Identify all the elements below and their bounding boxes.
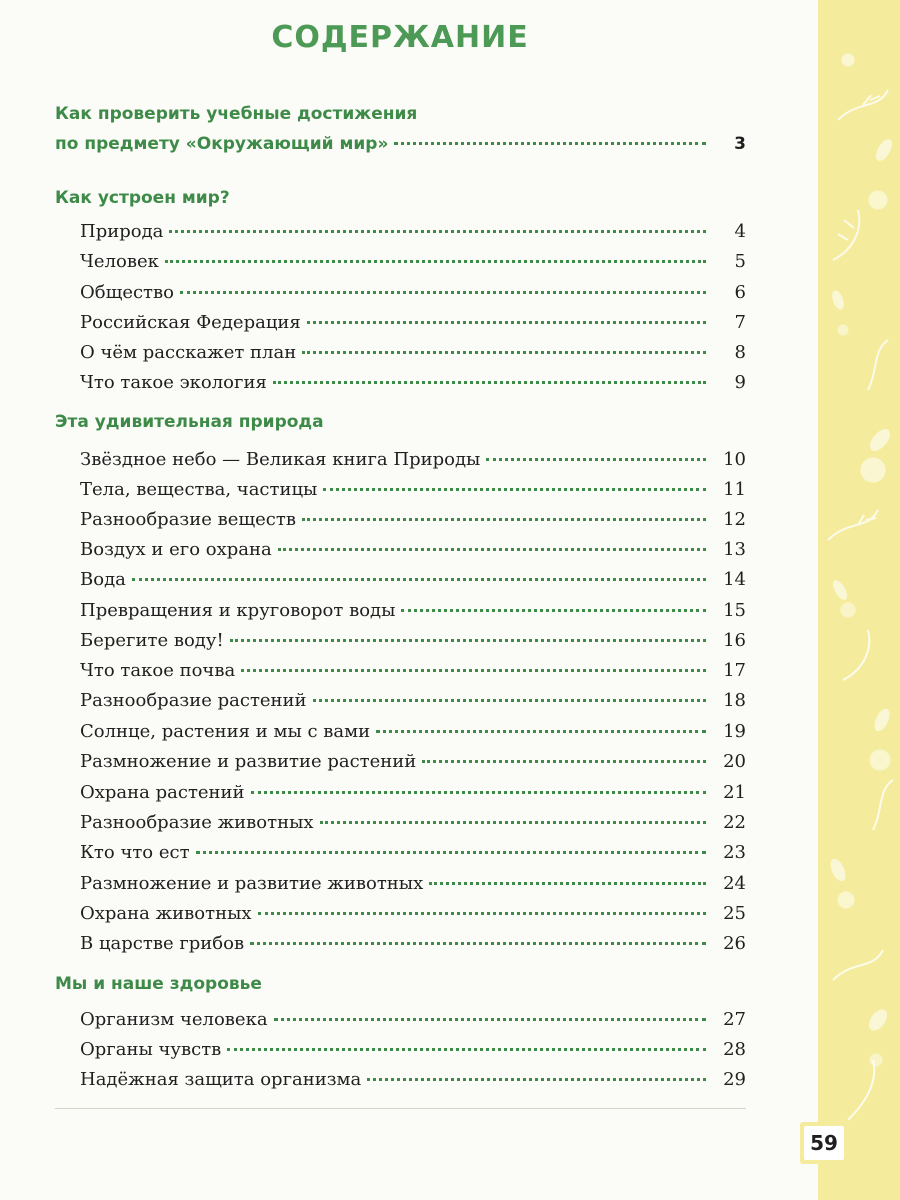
toc-entry-page: 21: [723, 782, 746, 803]
toc-entry-label: Тела, вещества, частицы: [80, 479, 318, 500]
toc-entry-page: 18: [723, 690, 746, 711]
dotted-leader: [132, 578, 706, 581]
toc-entry-page: 23: [723, 842, 746, 863]
toc-entry-label: Надёжная защита организма: [80, 1069, 362, 1090]
dotted-leader: [251, 791, 706, 794]
dotted-leader: [180, 291, 706, 294]
toc-entry-label: Разнообразие веществ: [80, 509, 296, 530]
toc-entry[interactable]: [80, 569, 746, 595]
toc-entry[interactable]: [80, 342, 746, 368]
section-heading: Мы и наше здоровье: [55, 974, 262, 994]
dotted-leader: [258, 912, 706, 915]
dotted-leader: [196, 851, 706, 854]
toc-entry-label: Кто что ест: [80, 842, 190, 863]
toc-entry[interactable]: [80, 842, 746, 868]
dotted-leader: [429, 882, 706, 885]
toc-entry-page: 26: [723, 933, 746, 954]
toc-entry[interactable]: [80, 1069, 746, 1095]
toc-entry-label: Природа: [80, 221, 164, 242]
toc-entry-page: 14: [723, 569, 746, 590]
toc-entry-page: 24: [723, 873, 746, 894]
dotted-leader: [320, 821, 706, 824]
toc-entry-page: 11: [723, 479, 746, 500]
toc-entry-page: 7: [734, 312, 746, 333]
toc-entry[interactable]: [80, 933, 746, 959]
divider: [55, 1108, 746, 1109]
toc-entry-label: Что такое почва: [80, 660, 236, 681]
toc-entry-label: Звёздное небо — Великая книга Природы: [80, 449, 481, 470]
toc-entry[interactable]: [80, 282, 746, 308]
toc-entry[interactable]: [80, 660, 746, 686]
dotted-leader: [274, 1018, 706, 1021]
intro-line-1: Как проверить учебные достижения: [55, 104, 418, 124]
toc-entry-page: 19: [723, 721, 746, 742]
toc-entry-label: Вода: [80, 569, 126, 590]
page-number: 59: [804, 1126, 844, 1160]
page-number-badge: [800, 1122, 848, 1164]
toc-entry[interactable]: [80, 903, 746, 929]
toc-entry[interactable]: [80, 600, 746, 626]
dotted-leader: [323, 488, 706, 491]
toc-entry-page: 5: [734, 251, 746, 272]
section-heading: Как устроен мир?: [55, 188, 230, 208]
dotted-leader: [230, 639, 706, 642]
toc-entry-page: 16: [723, 630, 746, 651]
toc-entry-page: 9: [734, 372, 746, 393]
toc-entry-label: Воздух и его охрана: [80, 539, 272, 560]
dotted-leader: [165, 260, 706, 263]
toc-entry-label: Организм человека: [80, 1009, 268, 1030]
toc-entry[interactable]: [80, 721, 746, 747]
toc-entry-label: Охрана животных: [80, 903, 252, 924]
dotted-leader: [367, 1078, 706, 1081]
toc-entry-label: Размножение и развитие животных: [80, 873, 424, 894]
toc-entry-page: 13: [723, 539, 746, 560]
toc-entry-label: Российская Федерация: [80, 312, 301, 333]
dotted-leader: [422, 760, 706, 763]
toc-entry[interactable]: [80, 873, 746, 899]
toc-entry-page: 22: [723, 812, 746, 833]
toc-entry-label: О чём расскажет план: [80, 342, 297, 363]
toc-entry[interactable]: [80, 479, 746, 505]
leaf-pattern-icon: [818, 0, 900, 1200]
dotted-leader: [313, 699, 706, 702]
toc-entry-label: Человек: [80, 251, 159, 272]
dotted-leader: [307, 321, 706, 324]
toc-entry[interactable]: [80, 812, 746, 838]
section-heading: Эта удивительная природа: [55, 412, 324, 432]
toc-entry-label: Берегите воду!: [80, 630, 224, 651]
dotted-leader: [486, 458, 706, 461]
toc-entry-label: В царстве грибов: [80, 933, 245, 954]
toc-entry[interactable]: [80, 312, 746, 338]
toc-entry-page: 17: [723, 660, 746, 681]
dotted-leader: [394, 142, 706, 145]
toc-entry-page: 4: [734, 221, 746, 242]
toc-entry-page: 29: [723, 1069, 746, 1090]
dotted-leader: [401, 609, 706, 612]
toc-entry-label: Солнце, растения и мы с вами: [80, 721, 371, 742]
dotted-leader: [250, 942, 706, 945]
toc-entry[interactable]: [80, 630, 746, 656]
toc-entry-page: 28: [723, 1039, 746, 1060]
toc-entry[interactable]: [80, 251, 746, 277]
toc-entry[interactable]: [80, 690, 746, 716]
page-title: СОДЕРЖАНИЕ: [271, 20, 529, 55]
toc-entry-page: 3: [734, 134, 746, 154]
dotted-leader: [241, 669, 706, 672]
toc-entry-page: 15: [723, 600, 746, 621]
toc-entry[interactable]: [80, 372, 746, 398]
dotted-leader: [302, 351, 706, 354]
toc-entry-page: 25: [723, 903, 746, 924]
dotted-leader: [376, 730, 706, 733]
toc-entry[interactable]: [80, 1039, 746, 1065]
toc-entry-label: Превращения и круговорот воды: [80, 600, 396, 621]
toc-entry[interactable]: [80, 751, 746, 777]
dotted-leader: [278, 548, 706, 551]
toc-entry-label: Общество: [80, 282, 174, 303]
toc-entry-label: Размножение и развитие растений: [80, 751, 417, 772]
dotted-leader: [169, 230, 706, 233]
decorative-side-strip: [818, 0, 900, 1200]
toc-entry-page: 8: [734, 342, 746, 363]
toc-entry[interactable]: [80, 1009, 746, 1035]
toc-entry-page: 27: [723, 1009, 746, 1030]
toc-entry-intro[interactable]: [55, 134, 746, 160]
toc-entry-label: Разнообразие животных: [80, 812, 314, 833]
toc-entry-label: Что такое экология: [80, 372, 267, 393]
toc-entry-label: по предмету «Окружающий мир»: [55, 134, 389, 154]
toc-entry-label: Охрана растений: [80, 782, 245, 803]
toc-entry-page: 6: [734, 282, 746, 303]
toc-entry[interactable]: [80, 221, 746, 247]
toc-entry[interactable]: [80, 449, 746, 475]
toc-entry-page: 20: [723, 751, 746, 772]
dotted-leader: [302, 518, 706, 521]
toc-entry[interactable]: [80, 509, 746, 535]
toc-entry-label: Разнообразие растений: [80, 690, 307, 711]
toc-entry[interactable]: [80, 539, 746, 565]
toc-entry-page: 10: [723, 449, 746, 470]
dotted-leader: [273, 381, 706, 384]
toc-entry[interactable]: [80, 782, 746, 808]
toc-entry-label: Органы чувств: [80, 1039, 222, 1060]
toc-entry-page: 12: [723, 509, 746, 530]
dotted-leader: [227, 1048, 706, 1051]
